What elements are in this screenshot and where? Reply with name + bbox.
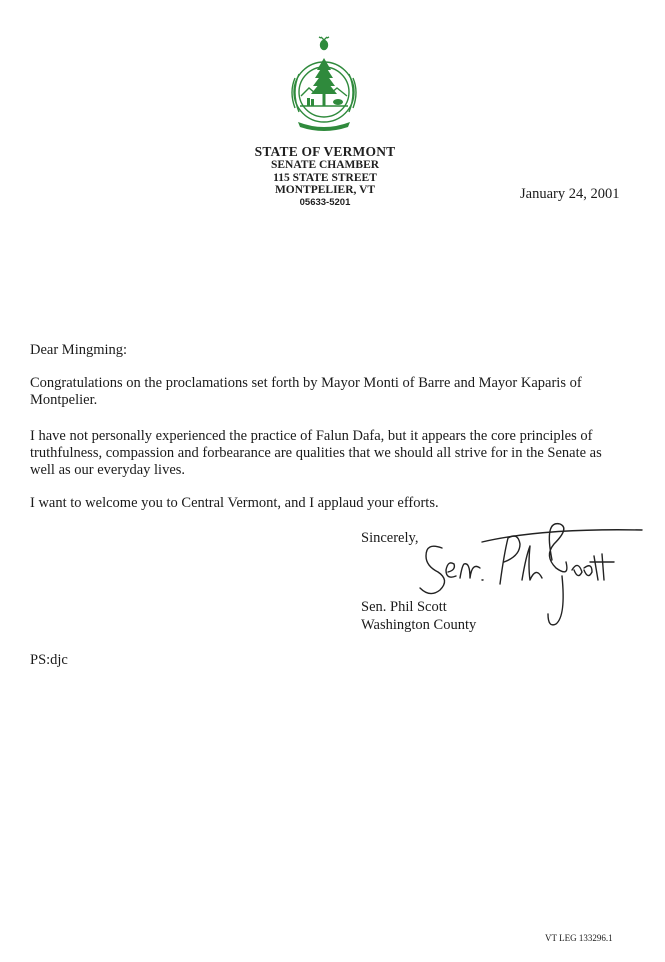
letterhead-chamber: SENATE CHAMBER — [270, 159, 380, 171]
paragraph-2: I have not personally experienced the practice of Falun Dafa, but it appears the core principles of truthfulness, compassion and forbearance are qualities that we should all strive for in the Senate as well as our everyday lives. — [30, 428, 602, 478]
signer-name: Sen. Phil Scott — [361, 599, 447, 615]
letterhead-street: 115 STATE STREET — [273, 171, 377, 184]
paragraph-1: Congratulations on the proclamations set forth by Mayor Monti of Barre and Mayor Kaparis of Montpelier. — [30, 375, 582, 408]
typist-initials: PS:djc — [30, 652, 68, 668]
vermont-state-seal — [286, 36, 362, 136]
letter-date: January 24, 2001 — [520, 186, 620, 202]
closing: Sincerely, — [361, 530, 419, 546]
signer-block — [361, 598, 476, 634]
paragraph-3: I want to welcome you to Central Vermont, and I applaud your efforts. — [30, 495, 439, 511]
document-number: VT LEG 133296.1 — [545, 933, 613, 943]
signer-county: Washington County — [361, 617, 477, 633]
letterhead-state: STATE OF VERMONT — [254, 144, 396, 159]
letterhead-city: MONTPELIER, VT — [274, 184, 376, 196]
greeting: Dear Mingming: — [30, 342, 128, 358]
letterhead-zip: 05633-5201 — [299, 196, 351, 208]
letterhead — [220, 145, 430, 209]
